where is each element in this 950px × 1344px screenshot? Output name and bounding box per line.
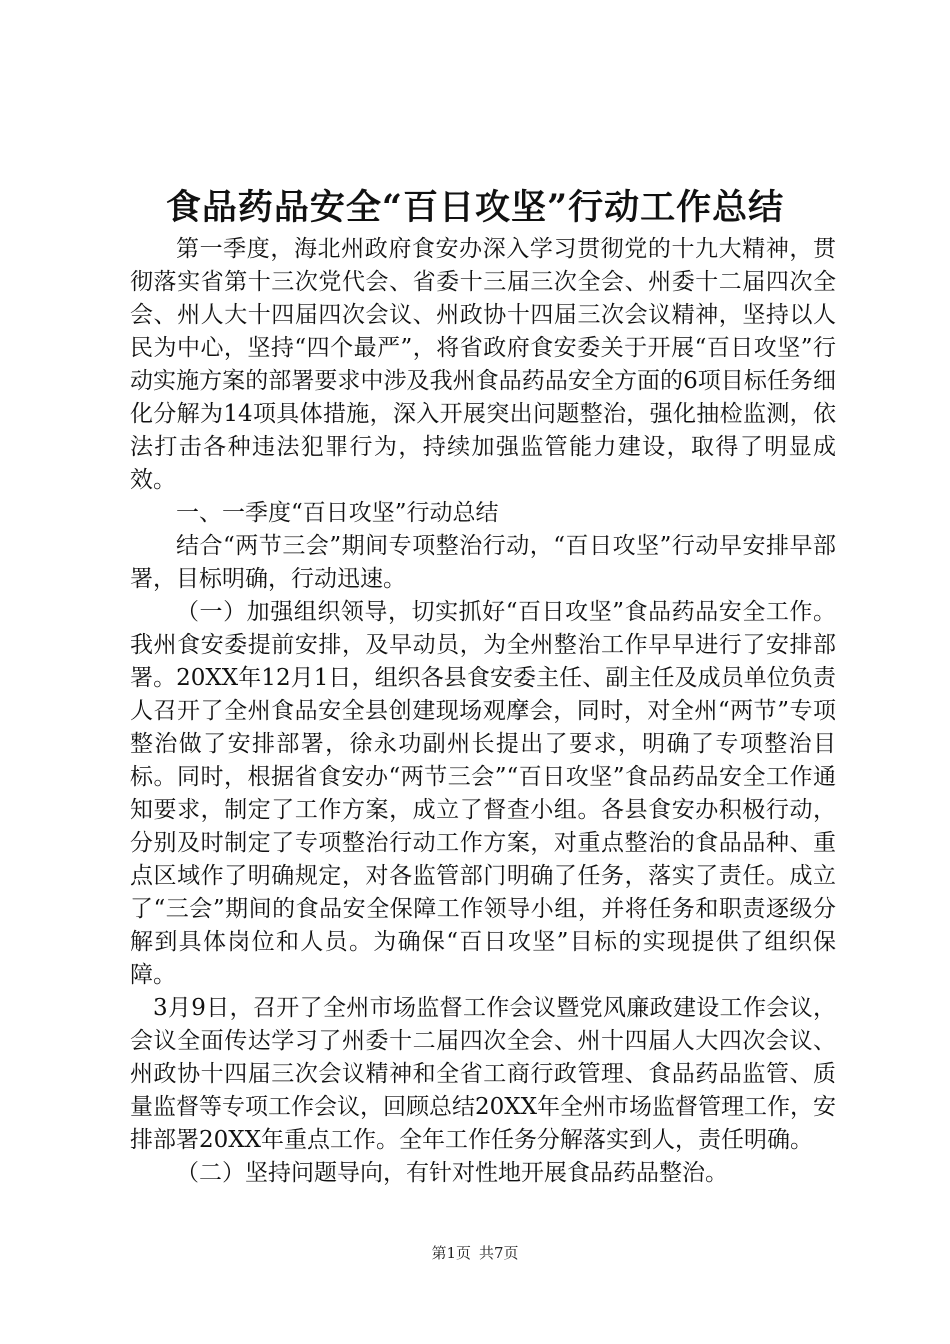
page-number: 第1页 [431, 1244, 471, 1262]
subsection-2-heading: （二）坚持问题导向，有针对性地开展食品药品整治。 [176, 1160, 728, 1186]
section-heading-1: 一、一季度“百日攻坚”行动总结 [176, 500, 499, 526]
paragraph-intro: 第一季度，海北州政府食安办深入学习贯彻党的十九大精神，贯彻落实省第十三次党代会、省委十三届三次全会、州委十二届四次全会、州人大十四届四次会议、州政协十四届三次会议精神，坚持以人民为中心，坚持“四个最严”，将省政府食安委关于开展“百日攻坚”行动实施方案的部署要求中涉及我州食品药品安全方面的6项目标任务细化分解为14项具体措施，深入开展突出问题整治，强化抽检监测，依法打击各种违法犯罪行为，持续加强监管能力建设，取得了明显成效。 [130, 236, 836, 493]
page-footer [0, 1243, 950, 1263]
subsection-1-paragraph: （一）加强组织领导，切实抓好“百日攻坚”食品药品安全工作。我州食安委提前安排，及早动员，为全州整治工作早早进行了安排部署。20XX年12月1日，组织各县食安委主任、副主任及成员单位负责人召开了全州食品安全县创建现场观摩会，同时，对全州“两节”专项整治做了安排部署，徐永功副州长提出了要求，明确了专项整治目标。同时，根据省食安办“两节三会”“百日攻坚”食品药品安全工作通知要求，制定了工作方案，成立了督查小组。各县食安办积极行动，分别及时制定了专项整治行动工作方案，对重点整治的食品品种、重点区域作了明确规定，对各监管部门明确了任务，落实了责任。成立了“三会”期间的食品安全保障工作领导小组，并将任务和职责逐级分解到具体岗位和人员。为确保“百日攻坚”目标的实现提供了组织保障。 [130, 599, 836, 988]
document-title: 食品药品安全“百日攻坚”行动工作总结 [165, 187, 785, 228]
page-total: 共7页 [479, 1244, 519, 1262]
document-body [130, 233, 836, 1190]
paragraph-march-meeting: 3月9日，召开了全州市场监督工作会议暨党风廉政建设工作会议，会议全面传达学习了州委十二届四次全会、州十四届人大四次会议、州政协十四届三次会议精神和全省工商行政管理、食品药品监管、质量监督等专项工作会议，回顾总结20XX年全州市场监督管理工作，安排部署20XX年重点工作。全年工作任务分解落实到人，责任明确。 [130, 995, 837, 1153]
paragraph-section-summary: 结合“两节三会”期间专项整治行动，“百日攻坚”行动早安排早部署，目标明确，行动迅速。 [130, 533, 836, 592]
